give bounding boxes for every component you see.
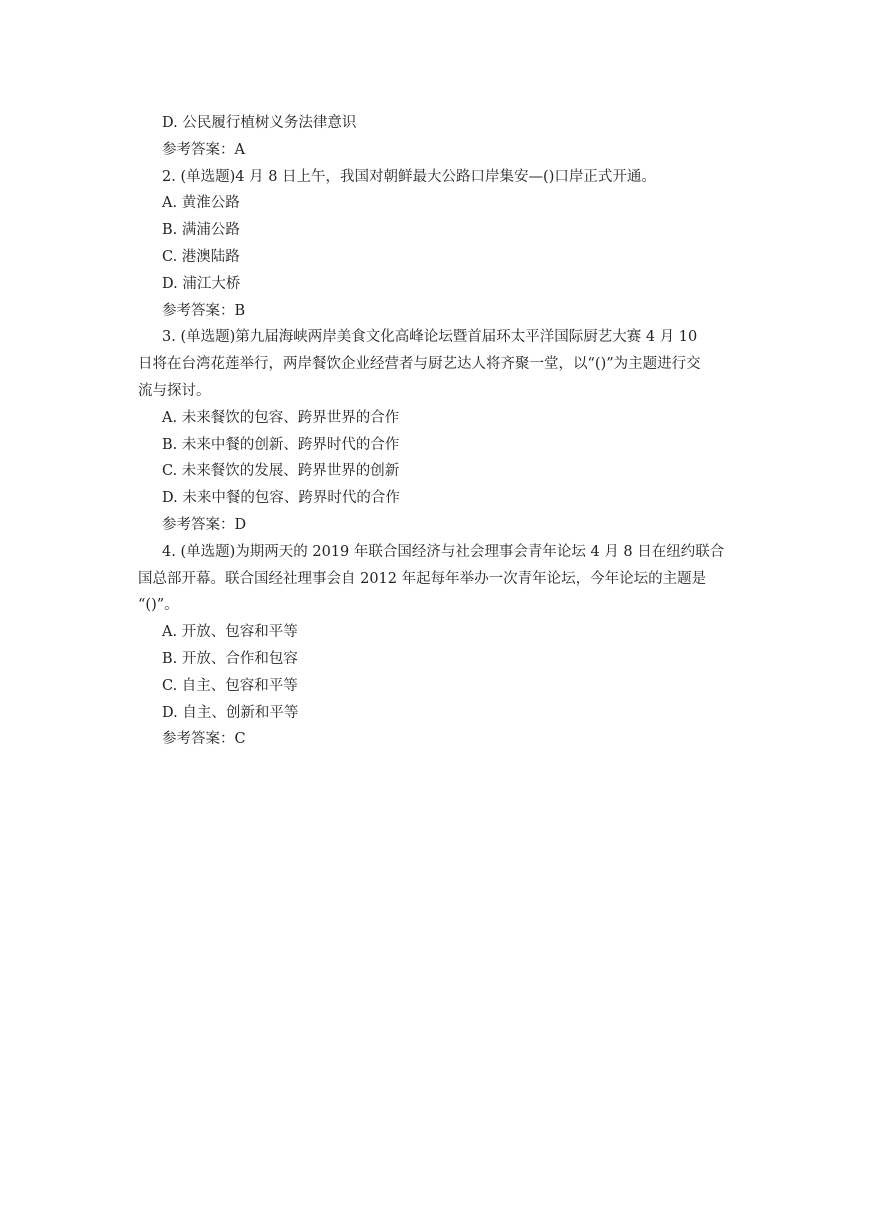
q3-option-a: A. 未来餐饮的包容、跨界世界的合作 xyxy=(162,409,400,426)
document-content xyxy=(138,110,748,753)
q3-option-c: C. 未来餐饮的发展、跨界世界的创新 xyxy=(162,463,400,480)
q1-answer: 参考答案：A xyxy=(162,141,245,158)
q2-option-c: C. 港澳陆路 xyxy=(162,248,240,265)
q2-option-a: A. 黄淮公路 xyxy=(162,195,240,212)
q4-option-a: A. 开放、包容和平等 xyxy=(162,624,298,641)
q4-stem-line-3: “()”。 xyxy=(138,597,179,614)
q4-stem-line-2: 国总部开幕。联合国经社理事会自 2012 年起每年举办一次青年论坛，今年论坛的主题是 xyxy=(138,570,707,587)
q3-option-d: D. 未来中餐的包容、跨界时代的合作 xyxy=(162,490,400,507)
q3-stem-line-3: 流与探讨。 xyxy=(138,382,211,399)
q4-option-d: D. 自主、创新和平等 xyxy=(162,704,299,721)
q2-answer: 参考答案：B xyxy=(162,302,246,319)
q3-answer: 参考答案：D xyxy=(162,516,247,533)
q2-stem: 2. (单选题)4 月 8 日上午，我国对朝鲜最大公路口岸集安—()口岸正式开通。 xyxy=(162,168,656,185)
q4-stem-line-1: 4. (单选题)为期两天的 2019 年联合国经济与社会理事会青年论坛 4 月 8 日在纽约联合 xyxy=(162,543,725,560)
q3-stem-line-1: 3. (单选题)第九届海峡两岸美食文化高峰论坛暨首届环太平洋国际厨艺大赛 4 月 10 xyxy=(162,329,698,346)
q3-option-b: B. 未来中餐的创新、跨界时代的合作 xyxy=(162,436,400,453)
q4-answer: 参考答案：C xyxy=(162,731,246,748)
q1-option-d: D. 公民履行植树义务法律意识 xyxy=(162,115,357,131)
q3-stem-line-2: 日将在台湾花莲举行，两岸餐饮企业经营者与厨艺达人将齐聚一堂，以“()”为主题进行交 xyxy=(138,356,701,373)
q2-option-d: D. 浦江大桥 xyxy=(162,275,241,292)
q2-option-b: B. 满浦公路 xyxy=(162,222,240,239)
q4-option-b: B. 开放、合作和包容 xyxy=(162,650,298,667)
q4-option-c: C. 自主、包容和平等 xyxy=(162,677,298,694)
